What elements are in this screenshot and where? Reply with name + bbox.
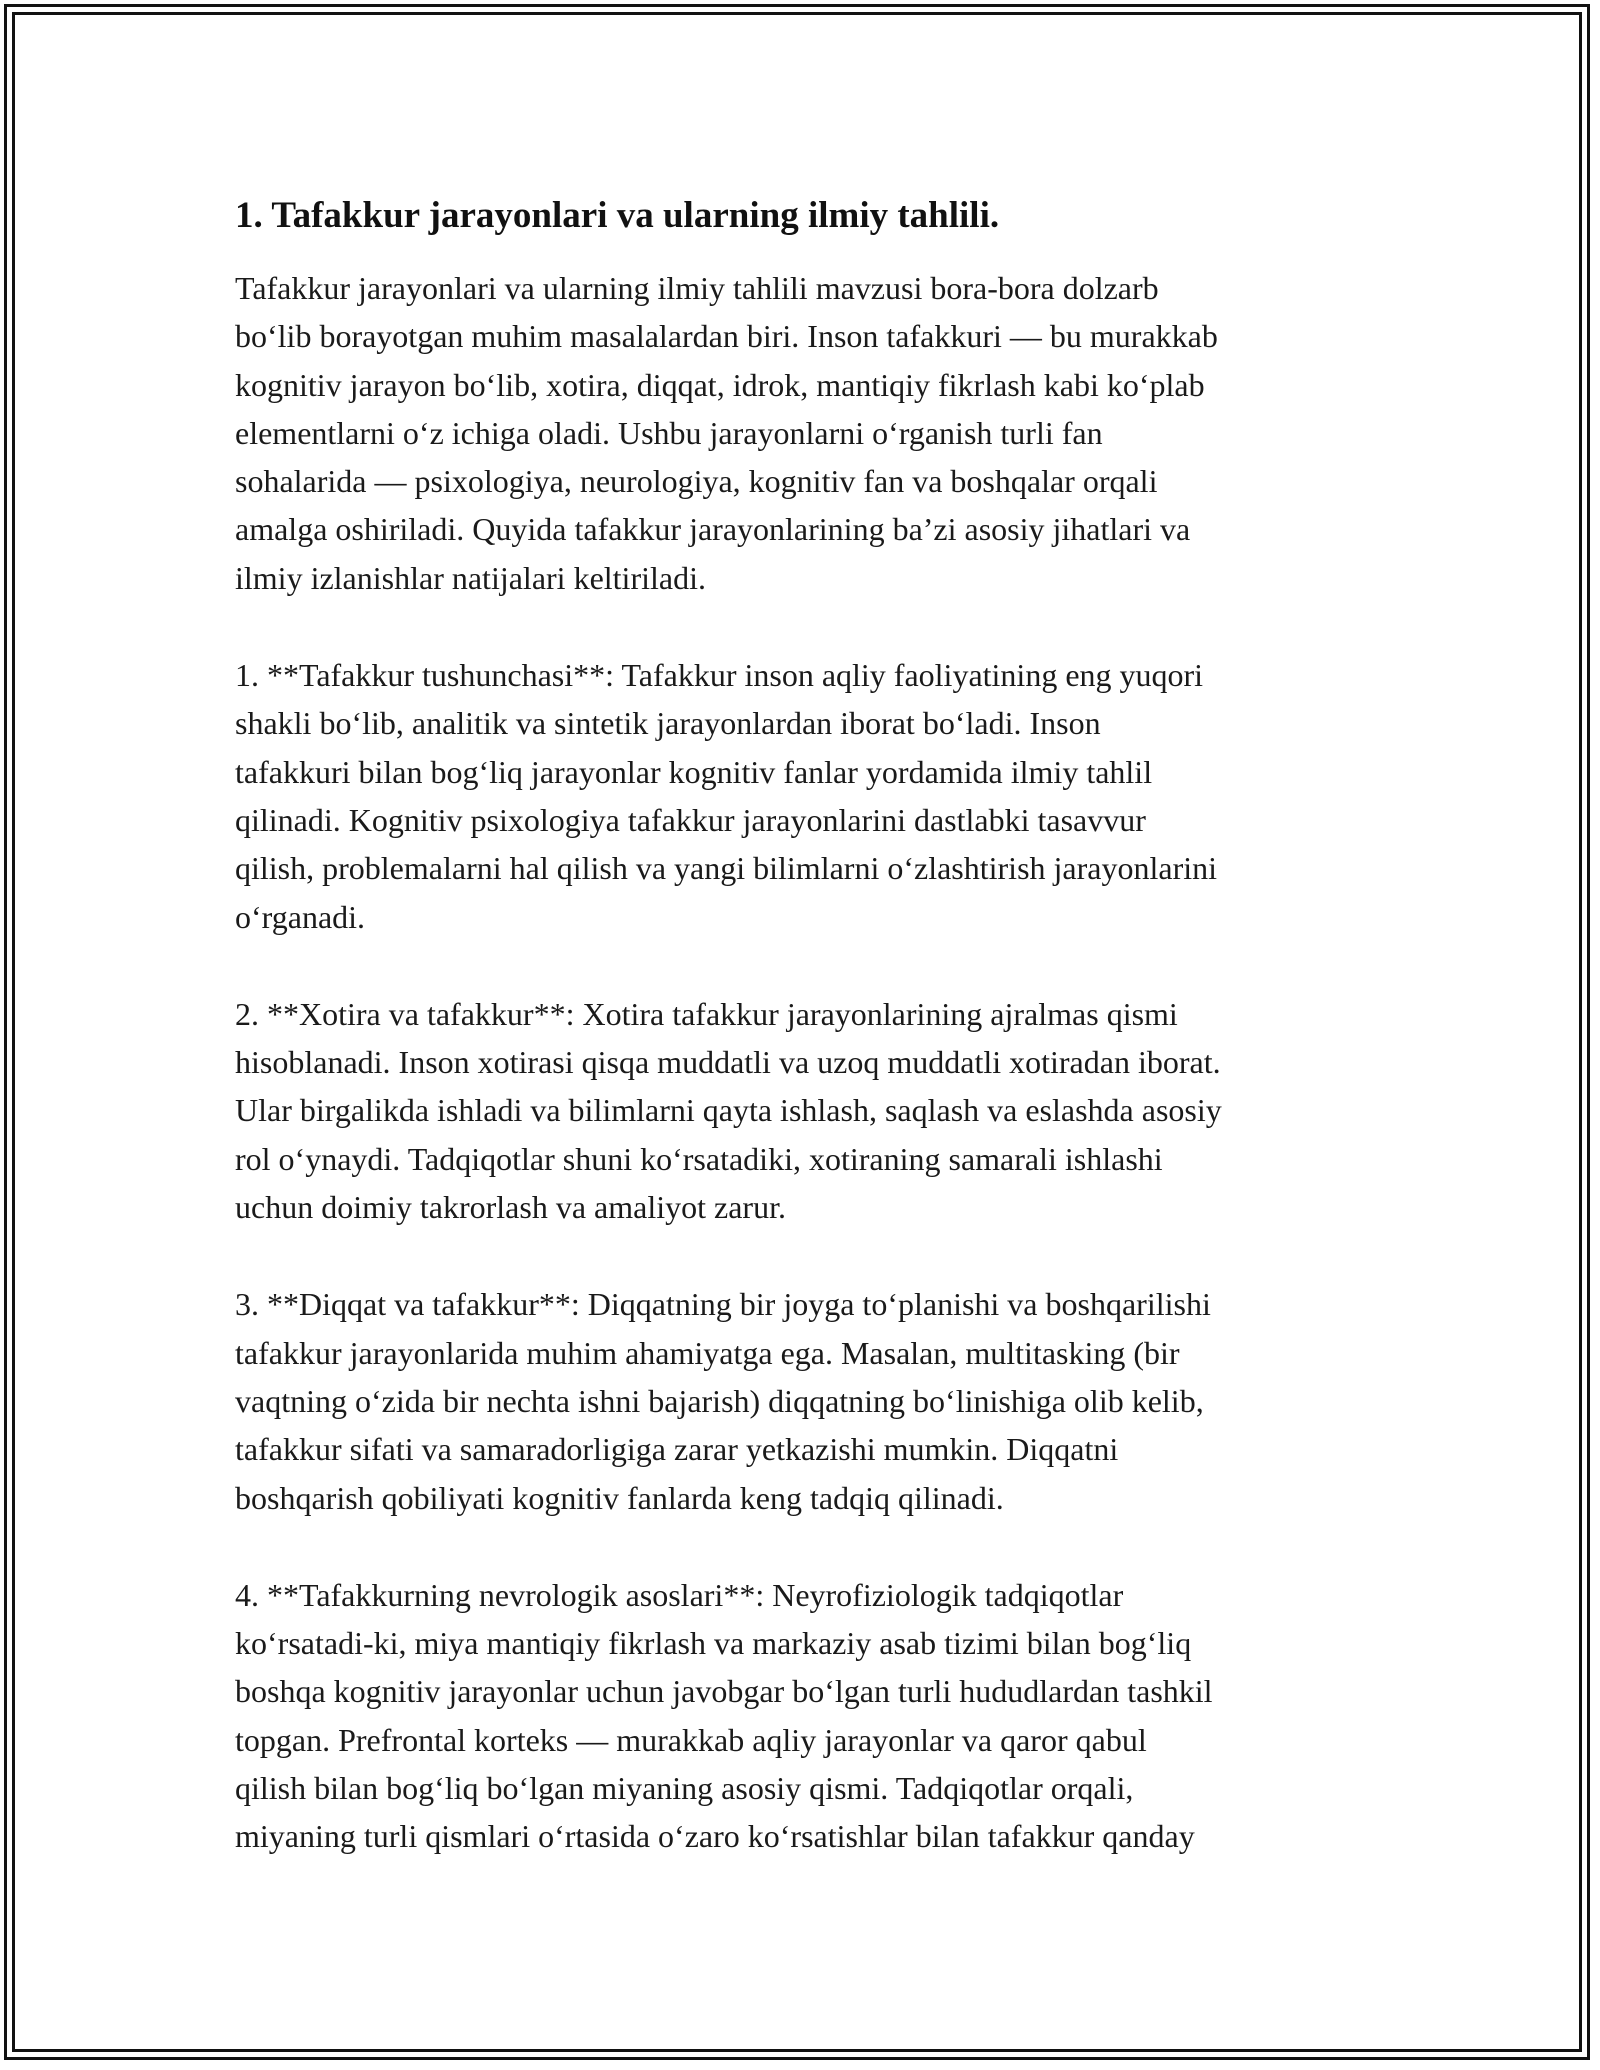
document-body <box>235 188 1385 1910</box>
text-line: Tafakkur jarayonlari va ularning ilmiy tahlili mavzusi bora-bora dolzarb <box>235 270 1159 306</box>
text-line: boshqarish qobiliyati kognitiv fanlarda keng tadqiq qilinadi. <box>235 1479 1004 1516</box>
text-line: tafakkuri bilan bog‘liq jarayonlar kognitiv fanlar yordamida ilmiy tahlil <box>235 753 1153 790</box>
text-line: uchun doimiy takrorlash va amaliyot zarur. <box>235 1189 786 1226</box>
text-line: hisoblanadi. Inson xotirasi qisqa muddatli va uzoq muddatli xotiradan iborat. <box>235 1044 1221 1081</box>
text-line: Ular birgalikda ishladi va bilimlarni qayta ishlash, saqlash va eslashda asosiy <box>235 1092 1222 1129</box>
text-line: 2. **Xotira va tafakkur**: Xotira tafakkur jarayonlarining ajralmas qismi <box>235 995 1178 1032</box>
text-line: topgan. Prefrontal korteks — murakkab aqliy jarayonlar va qaror qabul <box>235 1721 1147 1758</box>
text-line: o‘rganadi. <box>235 898 366 935</box>
text-line: tafakkur sifati va samaradorligiga zarar yetkazishi mumkin. Diqqatni <box>235 1431 1119 1468</box>
text-line: 1. **Tafakkur tushunchasi**: Tafakkur inson aqliy faoliyatining eng yuqori <box>235 657 1204 694</box>
document-heading: 1. Tafakkur jarayonlari va ularning ilmiy tahlili. <box>235 195 1000 236</box>
paragraph-diqqat-va-tafakkur <box>235 1280 1385 1521</box>
paragraph-xotira-va-tafakkur <box>235 990 1385 1231</box>
paragraph-tafakkur-tushunchasi <box>235 651 1385 941</box>
text-line: qilish, problemalarni hal qilish va yangi bilimlarni o‘zlashtirish jarayonlarini <box>235 850 1217 887</box>
text-line: tafakkur jarayonlarida muhim ahamiyatga ega. Masalan, multitasking (bir <box>235 1334 1180 1371</box>
text-line: shakli bo‘lib, analitik va sintetik jarayonlardan iborat bo‘ladi. Inson <box>235 705 1101 742</box>
text-line: elementlarni o‘z ichiga oladi. Ushbu jarayonlarni o‘rganish turli fan <box>235 414 1103 451</box>
text-line: bo‘lib borayotgan muhim masalalardan biri. Inson tafakkuri — bu murakkab <box>235 318 1218 355</box>
text-line: ilmiy izlanishlar natijalari keltiriladi. <box>235 559 706 596</box>
text-line: rol o‘ynaydi. Tadqiqotlar shuni ko‘rsatadiki, xotiraning samarali ishlashi <box>235 1140 1163 1177</box>
paragraph-nevrologik-asoslar <box>235 1571 1385 1861</box>
text-line: sohalarida — psixologiya, neurologiya, kognitiv fan va boshqalar orqali <box>235 463 1158 500</box>
text-line: miyaning turli qismlari o‘rtasida o‘zaro ko‘rsatishlar bilan tafakkur qanday <box>235 1818 1195 1855</box>
text-line: vaqtning o‘zida bir nechta ishni bajarish) diqqatning bo‘linishiga olib kelib, <box>235 1382 1204 1419</box>
text-line: 3. **Diqqat va tafakkur**: Diqqatning bir joyga to‘planishi va boshqarilishi <box>235 1286 1211 1323</box>
text-line: 4. **Tafakkurning nevrologik asoslari**: Neyrofiziologik tadqiqotlar <box>235 1576 1124 1613</box>
text-line: qilish bilan bog‘liq bo‘lgan miyaning asosiy qismi. Tadqiqotlar orqali, <box>235 1770 1134 1807</box>
text-line: kognitiv jarayon bo‘lib, xotira, diqqat, idrok, mantiqiy fikrlash kabi ko‘plab <box>235 366 1205 403</box>
text-line: ko‘rsatadi-ki, miya mantiqiy fikrlash va markaziy asab tizimi bilan bog‘liq <box>235 1625 1192 1662</box>
paragraph-intro <box>235 264 1385 602</box>
text-line: boshqa kognitiv jarayonlar uchun javobgar bo‘lgan turli hududlardan tashkil <box>235 1673 1213 1710</box>
text-line: qilinadi. Kognitiv psixologiya tafakkur jarayonlarini dastlabki tasavvur <box>235 801 1146 838</box>
text-line: amalga oshiriladi. Quyida tafakkur jarayonlarining ba’zi asosiy jihatlari va <box>235 511 1191 548</box>
